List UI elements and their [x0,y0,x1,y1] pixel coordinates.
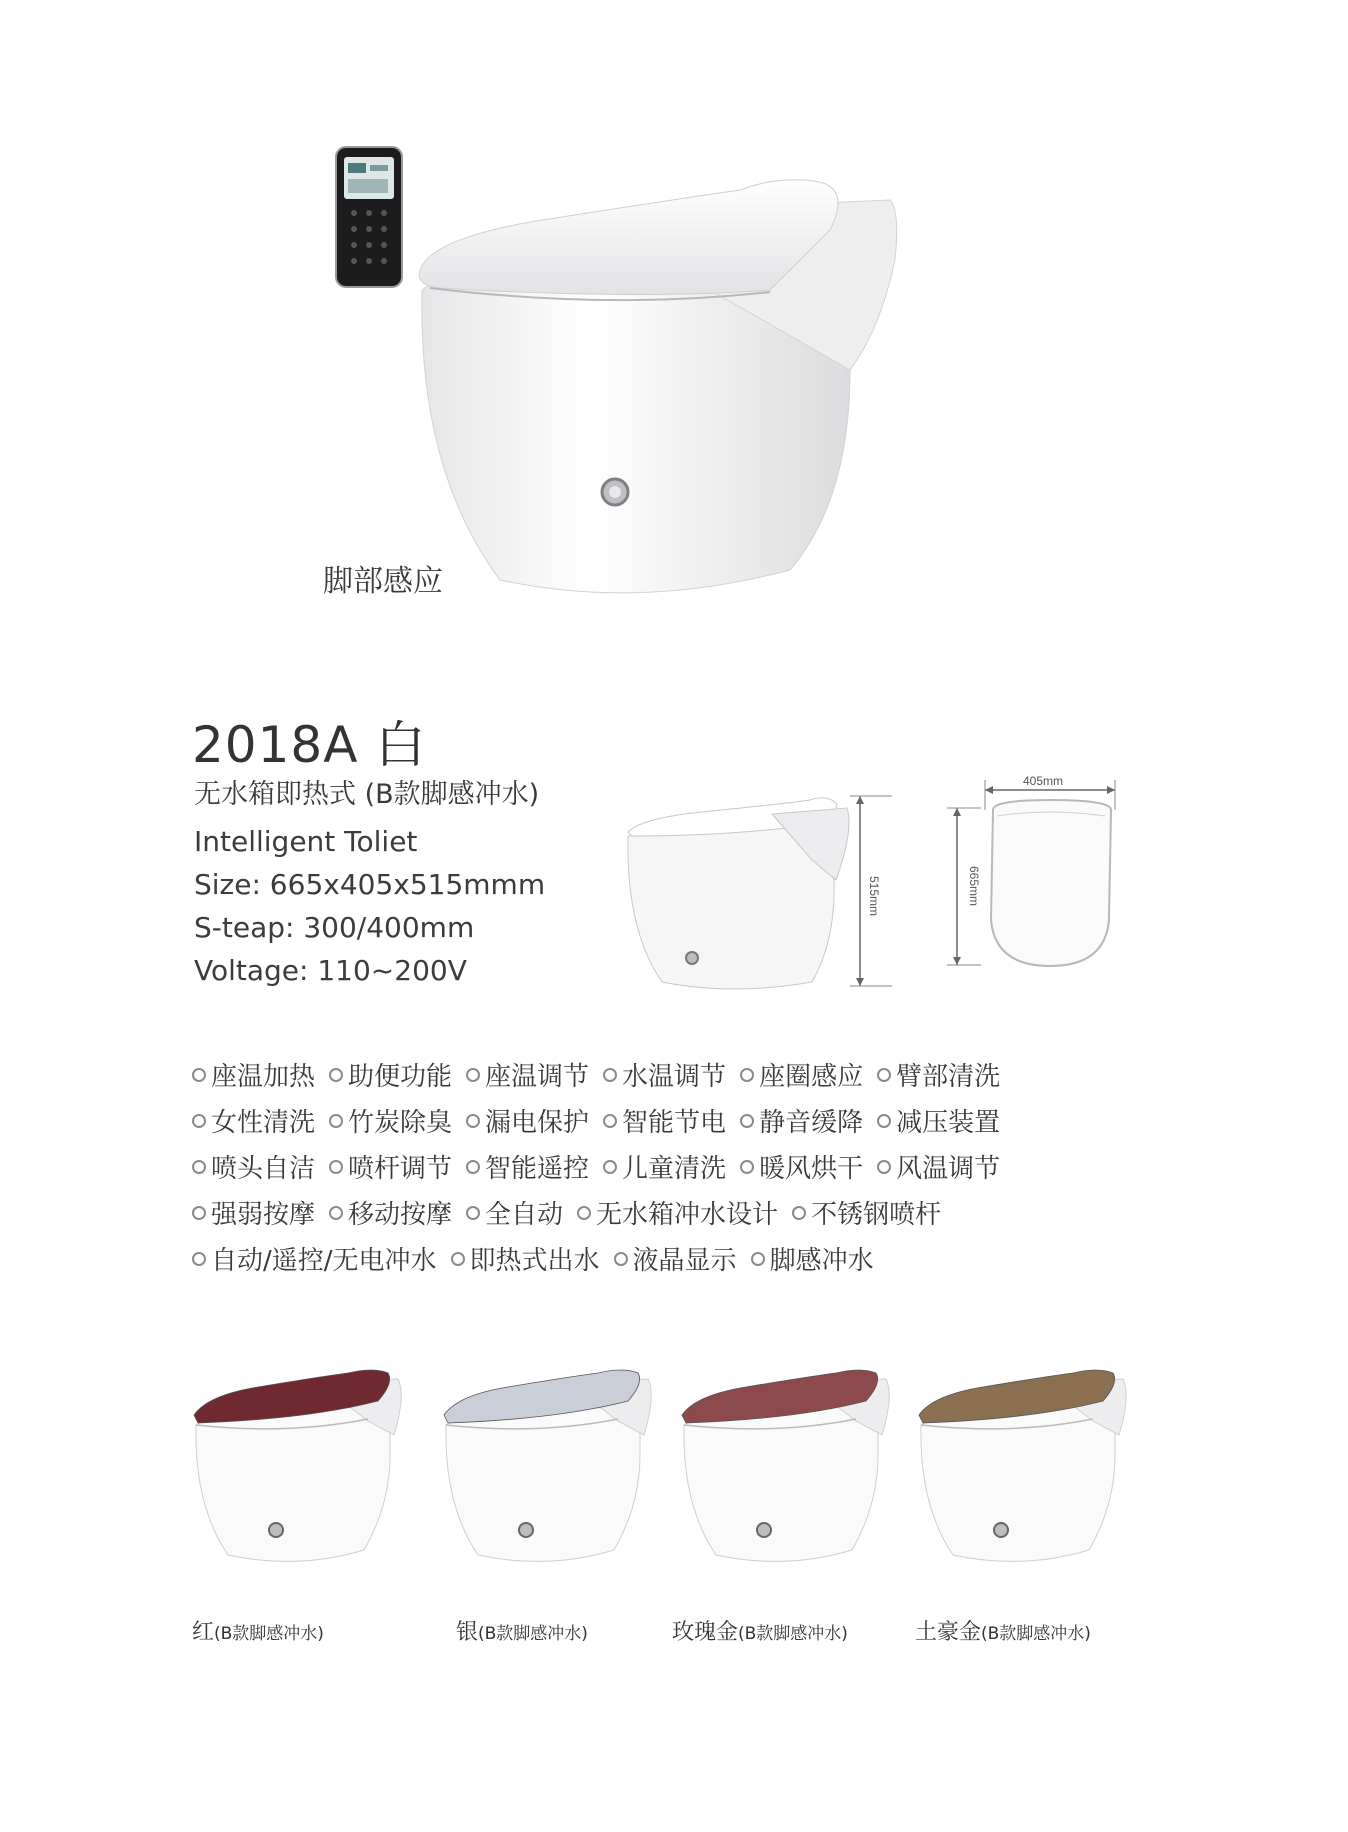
feature-item [577,1194,778,1231]
variant-color-name: 土豪金 [915,1620,982,1645]
feature-label: 液晶显示 [632,1246,737,1276]
remote-control-image [334,145,404,289]
feature-item [466,1148,589,1185]
feature-item [451,1240,600,1277]
toilet-product-image [410,170,910,610]
feature-item [466,1056,589,1093]
voltage-spec: Voltage: 110~200V [194,954,467,987]
bullet-icon [877,1160,891,1174]
feature-label: 静音缓降 [759,1108,864,1138]
bullet-icon [192,1114,206,1128]
bullet-icon [614,1252,628,1266]
feature-label: 无水箱冲水设计 [596,1200,779,1230]
feature-item [192,1194,315,1231]
feature-item [192,1148,315,1185]
feature-row [192,1148,1192,1194]
variant-note: (B款脚感冲水) [981,1624,1091,1644]
bullet-icon [740,1160,754,1174]
bullet-icon [603,1160,617,1174]
feature-item [603,1148,726,1185]
bullet-icon [329,1160,343,1174]
feature-item [192,1102,315,1139]
variant-toilet-image [676,1365,896,1565]
feature-label: 智能遥控 [485,1154,590,1184]
bullet-icon [192,1160,206,1174]
variant-note: (B款脚感冲水) [214,1624,324,1644]
side-dimension-drawing [622,790,904,994]
bullet-icon [751,1252,765,1266]
width-label: 405mm [1023,774,1064,788]
variant-toilet-image [188,1365,408,1565]
bullet-icon [329,1068,343,1082]
bullet-icon [192,1252,206,1266]
feature-item [192,1240,437,1277]
bullet-icon [792,1206,806,1220]
feature-label: 竹炭除臭 [348,1108,453,1138]
bullet-icon [877,1114,891,1128]
bullet-icon [451,1252,465,1266]
feature-row [192,1056,1192,1102]
bullet-icon [329,1114,343,1128]
trap-spec: S-teap: 300/400mm [194,911,475,944]
feature-row [192,1102,1192,1148]
variant-note: (B款脚感冲水) [478,1624,588,1644]
feature-label: 减压装置 [896,1108,1001,1138]
bullet-icon [192,1206,206,1220]
feature-label: 座圈感应 [759,1062,864,1092]
feature-label: 喷头自洁 [211,1154,316,1184]
feature-label: 智能节电 [622,1108,727,1138]
bullet-icon [466,1114,480,1128]
bullet-icon [740,1068,754,1082]
feature-item [192,1056,315,1093]
feature-list [192,1056,1192,1286]
feature-item [740,1148,863,1185]
feature-label: 漏电保护 [485,1108,590,1138]
feature-row [192,1240,1192,1286]
variant-card [913,1365,1133,1665]
feature-label: 强弱按摩 [211,1200,316,1230]
feature-item [329,1148,452,1185]
variant-color-name: 玫瑰金 [672,1620,739,1645]
feature-item [792,1194,941,1231]
model-subtitle: 无水箱即热式 (B款脚感冲水) [194,779,540,810]
bullet-icon [577,1206,591,1220]
bullet-icon [603,1068,617,1082]
feature-item [466,1194,563,1231]
bullet-icon [466,1160,480,1174]
bullet-icon [192,1068,206,1082]
variant-label [192,1615,324,1646]
model-title: 2018A 白 [192,716,427,774]
bullet-icon [466,1206,480,1220]
bullet-icon [466,1068,480,1082]
bullet-icon [329,1206,343,1220]
variant-card [188,1365,408,1665]
feature-item [740,1056,863,1093]
feature-label: 脚感冲水 [769,1246,874,1276]
feature-item [329,1194,452,1231]
feature-item [877,1056,1000,1093]
feature-item [329,1056,452,1093]
feature-item [751,1240,874,1277]
feature-label: 女性清洗 [211,1108,316,1138]
feature-label: 助便功能 [348,1062,453,1092]
hero-caption: 脚部感应 [323,564,443,599]
feature-item [329,1102,452,1139]
feature-label: 喷杆调节 [348,1154,453,1184]
variant-label [915,1615,1091,1646]
hero-section [0,0,1348,640]
feature-item [603,1056,726,1093]
feature-label: 不锈钢喷杆 [811,1200,942,1230]
bullet-icon [740,1114,754,1128]
variant-color-name: 银 [456,1620,479,1645]
variant-label [456,1615,588,1646]
variant-toilet-image [438,1365,658,1565]
feature-label: 风温调节 [896,1154,1001,1184]
variant-color-name: 红 [192,1620,215,1645]
feature-row [192,1194,1192,1240]
variant-card [438,1365,658,1665]
top-dimension-drawing [945,770,1125,978]
feature-label: 臂部清洗 [896,1062,1001,1092]
variant-card [672,1365,896,1665]
feature-item [466,1102,589,1139]
height-label: 515mm [867,876,881,917]
bullet-icon [603,1114,617,1128]
feature-label: 暖风烘干 [759,1154,864,1184]
feature-label: 全自动 [485,1200,564,1230]
feature-item [603,1102,726,1139]
product-name: Intelligent Toliet [194,825,418,858]
variant-note: (B款脚感冲水) [738,1624,848,1644]
feature-item [877,1148,1000,1185]
feature-label: 移动按摩 [348,1200,453,1230]
depth-label: 665mm [967,866,981,907]
color-variants [188,1365,1188,1665]
feature-item [740,1102,863,1139]
feature-item [614,1240,737,1277]
feature-label: 水温调节 [622,1062,727,1092]
feature-label: 儿童清洗 [622,1154,727,1184]
feature-label: 自动/遥控/无电冲水 [211,1246,437,1276]
bullet-icon [877,1068,891,1082]
variant-label [672,1615,848,1646]
variant-toilet-image [913,1365,1133,1565]
feature-item [877,1102,1000,1139]
feature-label: 座温加热 [211,1062,316,1092]
size-spec: Size: 665x405x515mmm [194,868,546,901]
feature-label: 即热式出水 [469,1246,600,1276]
feature-label: 座温调节 [485,1062,590,1092]
